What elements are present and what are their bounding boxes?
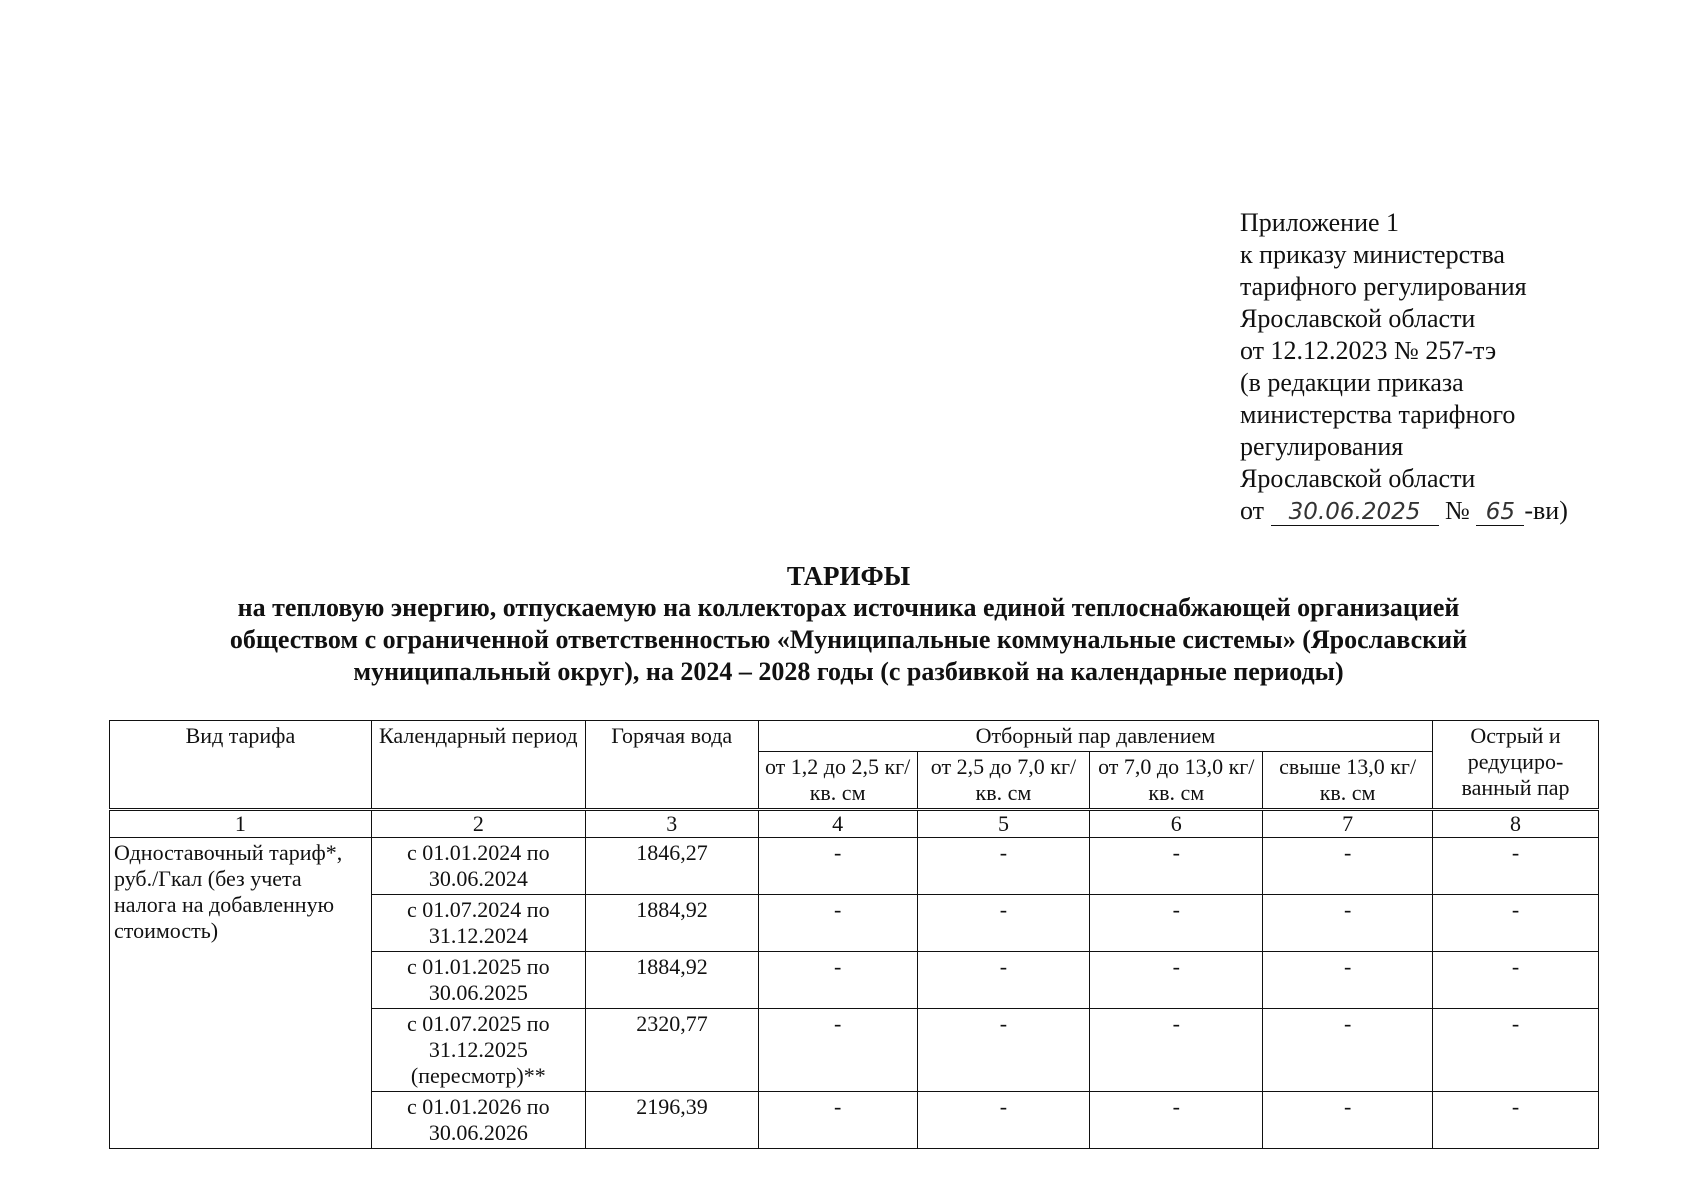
hot-water-cell: 1884,92 <box>585 895 758 952</box>
hot-water-cell: 2320,77 <box>585 1009 758 1092</box>
appendix-line: к приказу министерства <box>1240 240 1505 269</box>
steam-cell: - <box>917 1009 1090 1092</box>
title-line: муниципальный округ), на 2024 – 2028 годы (с разбивкой на календарные периоды) <box>353 657 1344 686</box>
steam-cell: - <box>758 1092 917 1149</box>
header-kind: Вид тарифа <box>110 721 372 810</box>
appendix-line: регулирования <box>1240 432 1404 461</box>
column-number: 8 <box>1433 810 1599 838</box>
steam-cell: - <box>917 952 1090 1009</box>
steam-cell: - <box>1263 1092 1433 1149</box>
header-steam-4: свыше 13,0 кг/ кв. см <box>1263 752 1433 810</box>
handwritten-number: 65 <box>1476 499 1524 526</box>
appendix-line: Ярославской области <box>1240 464 1476 493</box>
hot-water-cell: 2196,39 <box>585 1092 758 1149</box>
steam-cell: - <box>1263 1009 1433 1092</box>
header-steam-2: от 2,5 до 7,0 кг/ кв. см <box>917 752 1090 810</box>
header-hot-water: Горячая вода <box>585 721 758 810</box>
steam-cell: - <box>1090 895 1263 952</box>
column-number: 6 <box>1090 810 1263 838</box>
steam-cell: - <box>1090 1009 1263 1092</box>
number-sign: № <box>1445 496 1470 525</box>
header-sharp-steam: Острый и редуциро-ванный пар <box>1433 721 1599 810</box>
header-period: Календарный период <box>371 721 585 810</box>
column-number: 2 <box>371 810 585 838</box>
sharp-steam-cell: - <box>1433 1092 1599 1149</box>
steam-cell: - <box>1090 952 1263 1009</box>
header-steam-group: Отборный пар давлением <box>758 721 1432 752</box>
sharp-steam-cell: - <box>1433 838 1599 895</box>
appendix-block <box>1240 207 1568 527</box>
amendment-suffix: -ви) <box>1524 496 1568 525</box>
tariffs-table <box>109 720 1599 1149</box>
amendment-prefix: от <box>1240 496 1265 525</box>
column-number: 5 <box>917 810 1090 838</box>
appendix-line: от 12.12.2023 № 257-тэ <box>1240 336 1497 365</box>
hot-water-cell: 1846,27 <box>585 838 758 895</box>
steam-cell: - <box>917 838 1090 895</box>
column-number: 1 <box>110 810 372 838</box>
period-cell: с 01.07.2025 по 31.12.2025 (пересмотр)** <box>371 1009 585 1092</box>
header-steam-3: от 7,0 до 13,0 кг/ кв. см <box>1090 752 1263 810</box>
steam-cell: - <box>1263 952 1433 1009</box>
steam-cell: - <box>758 952 917 1009</box>
sharp-steam-cell: - <box>1433 952 1599 1009</box>
sharp-steam-cell: - <box>1433 895 1599 952</box>
hot-water-cell: 1884,92 <box>585 952 758 1009</box>
appendix-line: тарифного регулирования <box>1240 272 1527 301</box>
column-number: 4 <box>758 810 917 838</box>
steam-cell: - <box>917 895 1090 952</box>
period-cell: с 01.07.2024 по 31.12.2024 <box>371 895 585 952</box>
appendix-line: Приложение 1 <box>1240 208 1400 237</box>
steam-cell: - <box>758 1009 917 1092</box>
handwritten-date: 30.06.2025 <box>1271 499 1439 526</box>
appendix-line: министерства тарифного <box>1240 400 1516 429</box>
period-cell: с 01.01.2024 по 30.06.2024 <box>371 838 585 895</box>
steam-cell: - <box>1090 1092 1263 1149</box>
steam-cell: - <box>1090 838 1263 895</box>
title-line: обществом с ограниченной ответственностью «Муниципальные коммунальные системы» (Ярославский <box>229 625 1468 654</box>
steam-cell: - <box>1263 895 1433 952</box>
appendix-amendment-line <box>1240 495 1568 527</box>
header-steam-1: от 1,2 до 2,5 кг/ кв. см <box>758 752 917 810</box>
column-number: 3 <box>585 810 758 838</box>
steam-cell: - <box>758 895 917 952</box>
period-cell: с 01.01.2025 по 30.06.2025 <box>371 952 585 1009</box>
title-main: ТАРИФЫ <box>786 561 911 591</box>
appendix-line: Ярославской области <box>1240 304 1476 333</box>
sharp-steam-cell: - <box>1433 1009 1599 1092</box>
steam-cell: - <box>1263 838 1433 895</box>
column-number: 7 <box>1263 810 1433 838</box>
title-line: на тепловую энергию, отпускаемую на коллекторах источника единой теплоснабжающей организацией <box>237 593 1460 622</box>
document-title <box>0 560 1697 688</box>
period-cell: с 01.01.2026 по 30.06.2026 <box>371 1092 585 1149</box>
steam-cell: - <box>758 838 917 895</box>
tariff-kind-cell: Одноставочный тариф*, руб./Гкал (без учета налога на добавленную стоимость) <box>110 838 372 1149</box>
table-row <box>110 838 1599 895</box>
appendix-line: (в редакции приказа <box>1240 368 1464 397</box>
steam-cell: - <box>917 1092 1090 1149</box>
